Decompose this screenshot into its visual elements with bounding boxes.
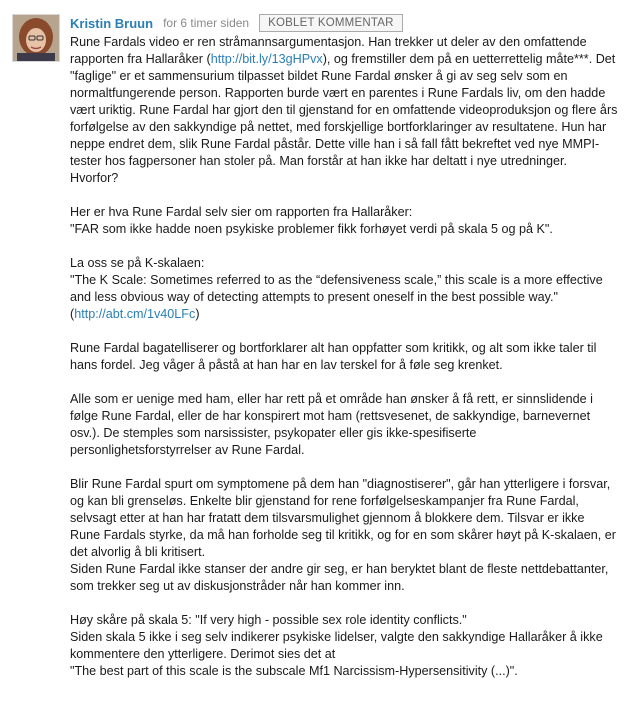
paragraph: Rune Fardal bagatelliserer og bortforklarer alt han oppfatter som kritikk, og alt som ikke taler til hans fordel. Jeg våger å påstå at han har en lav terskel for å føle seg krenket. bbox=[70, 341, 597, 372]
text: ), og fremstiller dem på en uetterrettelig måte***. Det "faglige" er et sammensurium tilpasset bildet Rune Fardal ønsker å gi av seg selv som en normaltfungerende person. Rapporten burde vært en parentes i Rune Fardals liv, om den hadde vært uriktig. Rune Fardal har gjort den til gjenstand for en omfattende videoproduksjon og flere års forfølgelse av den sakkyndige på nettet, med forskjellige bortforklaringer av resultatene. Hun har neppe endret dem, slik Rune Fardal påstår. Dette ville han i så fall fått bekreftet ved nye MMPI-tester hos fagpersoner han stoler på. Man forstår at han ikke har deltatt i nye utredninger. bbox=[70, 52, 618, 168]
paragraph: Alle som er uenige med ham, eller har rett på et område han ønsker å få rett, er sinnslidende i følge Rune Fardal, eller de har konspirert mot ham (rettsvesenet, de sakkyndige, barnevernet osv.). De stemples som narsissister, psykopater eller gis ikke-spesifiserte personlighetsforstyrrelser av Rune Fardal. bbox=[70, 392, 593, 457]
paragraph bbox=[70, 476, 618, 595]
quote: "The best part of this scale is the subscale Mf1 Narcissism-Hypersensitivity (...)". bbox=[70, 664, 518, 678]
comment-body bbox=[70, 34, 618, 680]
timestamp[interactable]: for 6 timer siden bbox=[163, 16, 250, 30]
text: Blir Rune Fardal spurt om symptomene på dem han "diagnostiserer", går han ytterligere i forsvar, og kan bli grenseløs. Enkelte blir gjenstand for rene forfølgelseskampanjer fra Rune Fardal, selvsagt etter at han har fratatt dem tilsvarsmulighet gjennom å blokkere dem. Tilsvar er ikke Rune Fardals styrke, da må han forholde seg til kritikk, og for en som skårer høyt på K-skalaen, er det alvorlig å bli kritisert. bbox=[70, 477, 616, 559]
avatar-photo-icon bbox=[13, 15, 59, 61]
text: Siden skala 5 ikke i seg selv indikerer psykiske lidelser, valgte den sakkyndige Hallaråker å ikke kommentere den ytterligere. Derimot sies det at bbox=[70, 630, 603, 661]
avatar[interactable] bbox=[12, 14, 60, 62]
quote: Høy skåre på skala 5: "If very high - possible sex role identity conflicts." bbox=[70, 613, 467, 627]
quote: "FAR som ikke hadde noen psykiske problemer fikk forhøyet verdi på skala 5 og på K". bbox=[70, 222, 553, 236]
paren: ( bbox=[70, 307, 75, 321]
paragraph bbox=[70, 255, 618, 323]
text: La oss se på K-skalaen: bbox=[70, 256, 205, 270]
paragraph bbox=[70, 204, 618, 238]
linked-comment-button[interactable]: KOBLET KOMMENTAR bbox=[259, 14, 402, 32]
paren: ) bbox=[195, 307, 200, 321]
text: Hvorfor? bbox=[70, 171, 119, 185]
k-scale-link[interactable]: http://abt.cm/1v40LFc bbox=[74, 307, 196, 321]
quote: "The K Scale: Sometimes referred to as the “defensiveness scale,” this scale is a more effective and less obvious way of detecting attempts to present oneself in the best possible way." bbox=[70, 273, 603, 304]
paragraph bbox=[70, 34, 618, 187]
report-link[interactable]: http://bit.ly/13gHPvx bbox=[210, 52, 323, 66]
comment-header bbox=[70, 14, 403, 32]
text: Her er hva Rune Fardal selv sier om rapporten fra Hallaråker: bbox=[70, 205, 413, 219]
paragraph bbox=[70, 612, 618, 680]
text: Rune Fardals video er ren stråmannsargumentasjon. Han trekker ut deler av den omfattende rapporten fra Hallaråker ( bbox=[70, 35, 587, 66]
text: Siden Rune Fardal ikke stanser der andre gir seg, er han beryktet blant de fleste nettdebattanter, som trekker seg ut av diskusjonstråder når han kommer inn. bbox=[70, 562, 609, 593]
author-name[interactable]: Kristin Bruun bbox=[70, 15, 154, 31]
